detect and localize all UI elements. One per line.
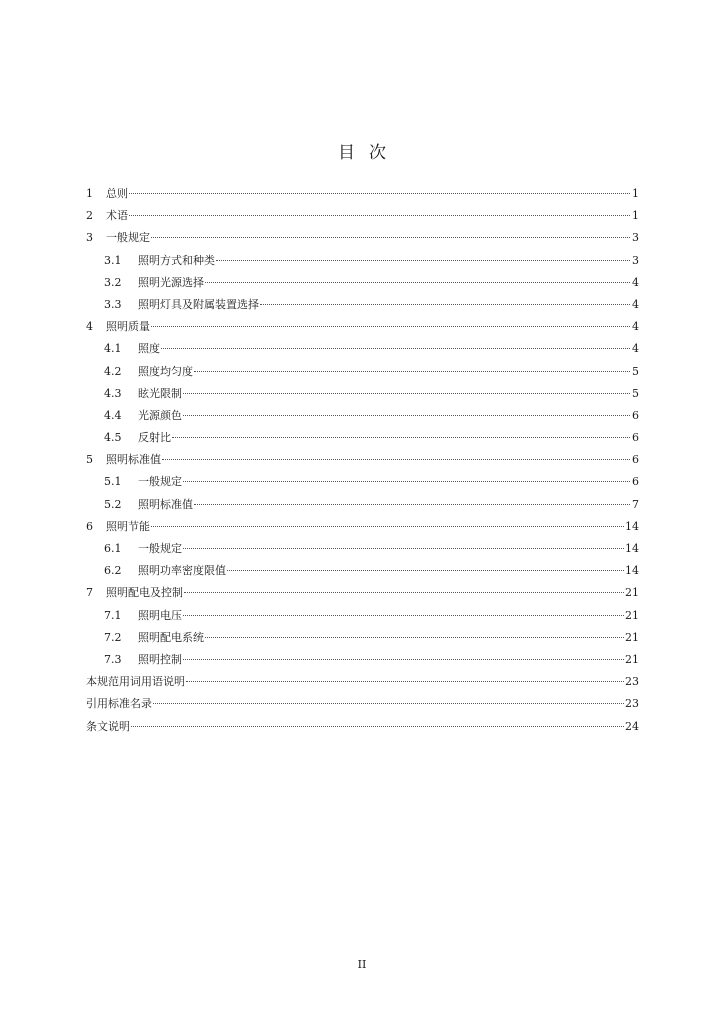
toc-entry-number: 4.3	[104, 386, 122, 400]
toc-entry-title: 照明方式和种类	[138, 253, 215, 267]
toc-entry-number: 4.5	[104, 431, 122, 445]
toc-entry-number: 5	[86, 453, 93, 467]
toc-entry-page: 21	[625, 630, 639, 644]
toc-entry-number: 7	[86, 586, 93, 600]
toc-dot-leader	[186, 681, 624, 682]
toc-dot-leader	[183, 615, 624, 616]
toc-entry-number: 1	[86, 187, 93, 200]
toc-dot-leader	[260, 304, 630, 305]
toc-entry-page: 4	[632, 342, 639, 356]
toc-entry-title: 照明标准值	[138, 497, 193, 511]
toc-entry-title: 条文说明	[86, 719, 130, 733]
toc-entry-page: 6	[632, 453, 639, 467]
toc-entry-page: 4	[632, 275, 639, 289]
toc-entry[interactable]	[86, 582, 639, 604]
toc-entry-number: 6.2	[104, 564, 122, 578]
toc-dot-leader	[183, 393, 630, 394]
toc-entry-number: 3	[86, 231, 93, 245]
toc-entry[interactable]	[86, 294, 639, 316]
toc-entry[interactable]	[86, 361, 639, 383]
toc-entry-page: 23	[625, 697, 639, 711]
toc-entry-title: 照度均匀度	[138, 364, 193, 378]
toc-entry-number: 4.4	[104, 408, 122, 422]
toc-entry-title: 照明配电及控制	[106, 586, 183, 600]
toc-entry-page: 21	[625, 586, 639, 600]
toc-entry-page: 14	[625, 519, 639, 533]
toc-dot-leader	[172, 437, 630, 438]
toc-dot-leader	[216, 260, 630, 261]
toc-entry-number: 3.2	[104, 275, 122, 289]
toc-dot-leader	[151, 326, 630, 327]
toc-dot-leader	[184, 592, 624, 593]
toc-entry[interactable]	[86, 516, 639, 538]
toc-entry[interactable]	[86, 338, 639, 360]
toc-entry-number: 6	[86, 519, 93, 533]
table-of-contents	[86, 183, 639, 738]
toc-entry-page: 23	[625, 675, 639, 689]
toc-entry[interactable]	[86, 649, 639, 671]
toc-entry[interactable]	[86, 205, 639, 227]
toc-entry-number: 2	[86, 209, 93, 223]
toc-dot-leader	[183, 659, 624, 660]
toc-entry[interactable]	[86, 560, 639, 582]
toc-dot-leader	[194, 504, 630, 505]
toc-entry-page: 4	[632, 297, 639, 311]
toc-entry[interactable]	[86, 716, 639, 738]
toc-dot-leader	[194, 371, 630, 372]
toc-entry-page: 24	[625, 719, 639, 733]
page-number: II	[357, 958, 367, 971]
toc-entry[interactable]	[86, 693, 639, 715]
toc-entry-page: 7	[632, 497, 639, 511]
toc-entry-title: 术语	[106, 209, 128, 223]
toc-entry-page: 5	[632, 364, 639, 378]
toc-entry-number: 4.2	[104, 364, 122, 378]
toc-entry-title: 一般规定	[138, 475, 182, 489]
toc-entry[interactable]	[86, 605, 639, 627]
toc-entry-title: 照明配电系统	[138, 630, 204, 644]
toc-entry-page: 3	[632, 253, 639, 267]
toc-entry[interactable]	[86, 405, 639, 427]
toc-entry-number: 4	[86, 320, 93, 334]
toc-dot-leader	[227, 570, 624, 571]
toc-dot-leader	[153, 703, 624, 704]
toc-entry-title: 本规范用词用语说明	[86, 675, 185, 689]
toc-entry-title: 照明控制	[138, 652, 182, 666]
toc-entry-number: 3.3	[104, 297, 122, 311]
toc-entry-page: 6	[632, 408, 639, 422]
toc-entry-title: 一般规定	[106, 231, 150, 245]
toc-dot-leader	[205, 637, 624, 638]
toc-entry-title: 照明标准值	[106, 453, 161, 467]
toc-entry-page: 14	[625, 542, 639, 555]
toc-dot-leader	[151, 526, 624, 527]
toc-entry-page: 21	[625, 608, 639, 622]
toc-entry-page: 21	[625, 652, 639, 666]
toc-entry-title: 照明质量	[106, 320, 150, 334]
toc-entry[interactable]	[86, 227, 639, 249]
toc-entry-title: 照明电压	[138, 608, 182, 622]
page-title: 目次	[338, 143, 400, 163]
toc-dot-leader	[131, 726, 624, 727]
toc-dot-leader	[162, 459, 630, 460]
toc-entry-title: 引用标准名录	[86, 697, 152, 711]
toc-entry[interactable]	[86, 183, 639, 205]
toc-entry[interactable]	[86, 494, 639, 516]
toc-entry-title: 照明灯具及附属装置选择	[138, 297, 259, 311]
toc-entry-number: 4.1	[104, 342, 122, 356]
toc-entry-page: 6	[632, 431, 639, 445]
toc-entry-page: 14	[625, 564, 639, 578]
toc-dot-leader	[183, 415, 630, 416]
toc-entry-number: 7.1	[104, 608, 122, 622]
toc-dot-leader	[129, 193, 630, 194]
toc-entry[interactable]	[86, 627, 639, 649]
toc-entry[interactable]	[86, 250, 639, 272]
toc-entry-title: 照明节能	[106, 519, 150, 533]
toc-entry[interactable]	[86, 316, 639, 338]
toc-entry[interactable]	[86, 272, 639, 294]
toc-dot-leader	[129, 215, 630, 216]
toc-entry-page: 1	[632, 209, 639, 223]
toc-entry-title: 眩光限制	[138, 386, 182, 400]
toc-entry-page: 5	[632, 386, 639, 400]
toc-entry-title: 照明功率密度限值	[138, 564, 226, 578]
toc-entry[interactable]	[86, 538, 639, 560]
toc-entry[interactable]	[86, 449, 639, 471]
toc-entry-page: 6	[632, 475, 639, 489]
toc-entry-title: 照度	[138, 342, 160, 356]
toc-entry-page: 4	[632, 320, 639, 334]
toc-entry-page: 3	[632, 231, 639, 245]
toc-entry-title: 反射比	[138, 431, 171, 445]
toc-dot-leader	[183, 481, 630, 482]
toc-dot-leader	[151, 237, 630, 238]
toc-entry[interactable]	[86, 671, 639, 693]
toc-entry-number: 7.2	[104, 630, 122, 644]
toc-entry-number: 5.1	[104, 475, 122, 489]
toc-entry-number: 7.3	[104, 652, 122, 666]
toc-entry[interactable]	[86, 383, 639, 405]
toc-entry[interactable]	[86, 471, 639, 493]
toc-entry-number: 3.1	[104, 253, 122, 267]
toc-entry-number: 5.2	[104, 497, 122, 511]
toc-entry-title: 照明光源选择	[138, 275, 204, 289]
toc-entry-title: 一般规定	[138, 542, 182, 555]
toc-entry-title: 总则	[106, 187, 128, 200]
toc-entry-title: 光源颜色	[138, 408, 182, 422]
toc-dot-leader	[183, 548, 624, 549]
toc-entry-number: 6.1	[104, 542, 122, 555]
toc-entry-page: 1	[632, 187, 639, 200]
toc-dot-leader	[161, 348, 630, 349]
toc-dot-leader	[205, 282, 630, 283]
toc-entry[interactable]	[86, 427, 639, 449]
